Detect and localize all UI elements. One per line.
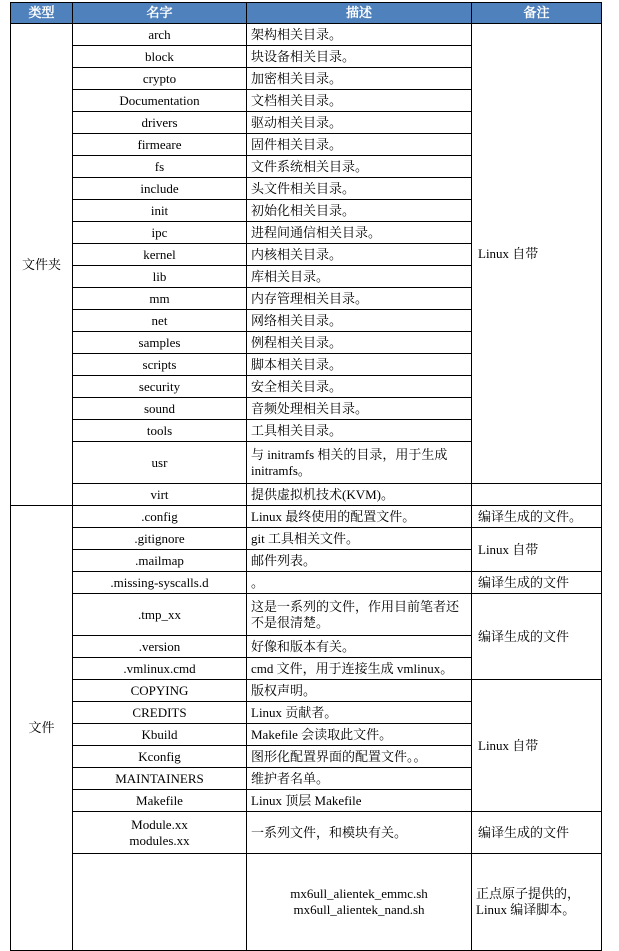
description-cell: Linux 最终使用的配置文件。 <box>247 506 472 528</box>
description-cell: 一系列文件，和模块有关。 <box>247 812 472 854</box>
group-empty <box>73 854 247 951</box>
description-cell: git 工具相关文件。 <box>247 528 472 550</box>
description-cell: 初始化相关目录。 <box>247 200 472 222</box>
name-cell: COPYING <box>73 680 247 702</box>
description-cell: 文件系统相关目录。 <box>247 156 472 178</box>
remark-cell-empty <box>472 484 602 506</box>
description-cell: 脚本相关目录。 <box>247 354 472 376</box>
name-cell: usr <box>73 442 247 484</box>
name-cell: kernel <box>73 244 247 266</box>
header-type: 类型 <box>11 3 73 24</box>
name-cell: virt <box>73 484 247 506</box>
name-cell: Module.xx modules.xx <box>73 812 247 854</box>
description-cell: 与 initramfs 相关的目录，用于生成 initramfs。 <box>247 442 472 484</box>
description-cell: 音频处理相关目录。 <box>247 398 472 420</box>
remark-cell: 编译生成的文件。 <box>472 506 602 528</box>
name-cell: init <box>73 200 247 222</box>
name-cell: .config <box>73 506 247 528</box>
name-cell: arch <box>73 24 247 46</box>
group-folder: 文件夹 <box>11 24 73 506</box>
description-cell: 版权声明。 <box>247 680 472 702</box>
name-cell: sound <box>73 398 247 420</box>
remark-cell: Linux 自带 <box>472 528 602 572</box>
description-cell: 固件相关目录。 <box>247 134 472 156</box>
description-cell: Linux 顶层 Makefile <box>247 790 472 812</box>
description-cell: 驱动相关目录。 <box>247 112 472 134</box>
table-row <box>11 680 602 702</box>
remark-cell: 编译生成的文件 <box>472 572 602 594</box>
name-cell: .version <box>73 636 247 658</box>
description-cell: 图形化配置界面的配置文件。。 <box>247 746 472 768</box>
description-cell: 正点原子提供的，Linux 编译脚本。 <box>472 854 602 951</box>
description-cell: 网络相关目录。 <box>247 310 472 332</box>
description-cell: 内核相关目录。 <box>247 244 472 266</box>
description-cell: 提供虚拟机技术(KVM)。 <box>247 484 472 506</box>
description-cell: 头文件相关目录。 <box>247 178 472 200</box>
description-cell: 安全相关目录。 <box>247 376 472 398</box>
description-cell: cmd 文件，用于连接生成 vmlinux。 <box>247 658 472 680</box>
name-cell: mx6ull_alientek_emmc.sh mx6ull_alientek_nand.sh <box>247 854 472 951</box>
description-cell: 文档相关目录。 <box>247 90 472 112</box>
name-cell: tools <box>73 420 247 442</box>
description-cell: 维护者名单。 <box>247 768 472 790</box>
name-cell: crypto <box>73 68 247 90</box>
header-remark: 备注 <box>472 3 602 24</box>
description-cell: 库相关目录。 <box>247 266 472 288</box>
name-cell: MAINTAINERS <box>73 768 247 790</box>
name-cell: ipc <box>73 222 247 244</box>
name-cell: include <box>73 178 247 200</box>
description-cell: 架构相关目录。 <box>247 24 472 46</box>
description-cell: 进程间通信相关目录。 <box>247 222 472 244</box>
table-row <box>11 24 602 46</box>
description-cell: 。 <box>247 572 472 594</box>
description-cell: 邮件列表。 <box>247 550 472 572</box>
name-cell: Documentation <box>73 90 247 112</box>
remark-cell: 编译生成的文件 <box>472 594 602 680</box>
name-cell: scripts <box>73 354 247 376</box>
remark-cell: Linux 自带 <box>472 24 602 484</box>
description-cell: 好像和版本有关。 <box>247 636 472 658</box>
description-cell: 加密相关目录。 <box>247 68 472 90</box>
table-row <box>11 484 602 506</box>
header-description: 描述 <box>247 3 472 24</box>
name-cell: samples <box>73 332 247 354</box>
name-cell: .tmp_xx <box>73 594 247 636</box>
name-cell: .vmlinux.cmd <box>73 658 247 680</box>
kernel-directory-table <box>10 2 602 951</box>
description-cell: 内存管理相关目录。 <box>247 288 472 310</box>
description-cell: 这是一系列的文件，作用目前笔者还不是很清楚。 <box>247 594 472 636</box>
name-cell: CREDITS <box>73 702 247 724</box>
name-cell: Kconfig <box>73 746 247 768</box>
table-row <box>11 572 602 594</box>
table-row <box>11 854 602 951</box>
group-file: 文件 <box>11 506 73 951</box>
description-cell: Makefile 会读取此文件。 <box>247 724 472 746</box>
name-cell: drivers <box>73 112 247 134</box>
table-row <box>11 812 602 854</box>
header-name: 名字 <box>73 3 247 24</box>
name-cell: lib <box>73 266 247 288</box>
name-cell: net <box>73 310 247 332</box>
name-cell: fs <box>73 156 247 178</box>
name-cell: mm <box>73 288 247 310</box>
table-row <box>11 594 602 636</box>
name-cell: firmeare <box>73 134 247 156</box>
description-cell: 块设备相关目录。 <box>247 46 472 68</box>
description-cell: 例程相关目录。 <box>247 332 472 354</box>
name-cell: block <box>73 46 247 68</box>
description-cell: Linux 贡献者。 <box>247 702 472 724</box>
remark-cell: Linux 自带 <box>472 680 602 812</box>
name-cell: .mailmap <box>73 550 247 572</box>
name-cell: .gitignore <box>73 528 247 550</box>
remark-cell: 编译生成的文件 <box>472 812 602 854</box>
table-row <box>11 528 602 550</box>
table-row <box>11 506 602 528</box>
name-cell: security <box>73 376 247 398</box>
description-cell: 工具相关目录。 <box>247 420 472 442</box>
name-cell: Kbuild <box>73 724 247 746</box>
name-cell: .missing-syscalls.d <box>73 572 247 594</box>
name-cell: Makefile <box>73 790 247 812</box>
